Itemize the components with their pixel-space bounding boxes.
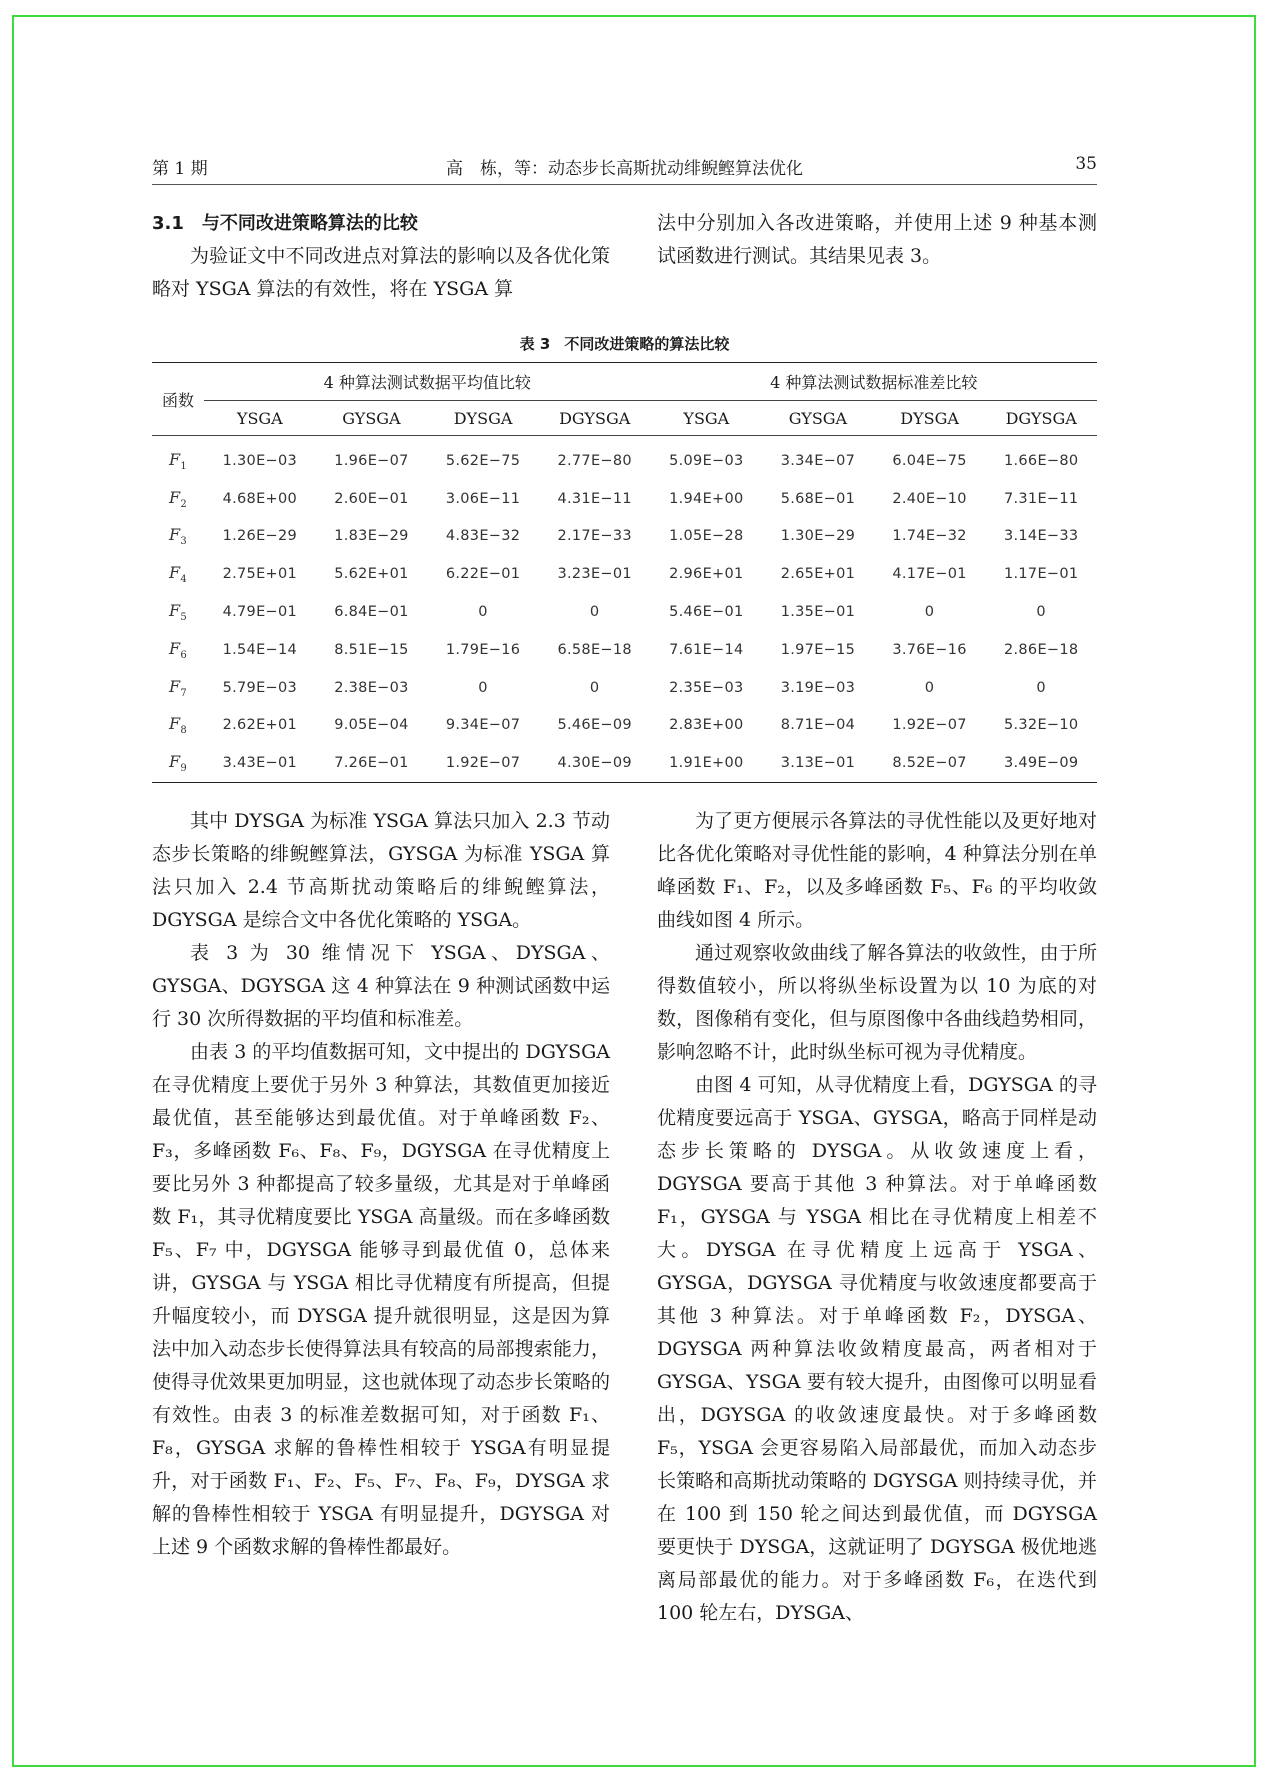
section-heading — [152, 207, 610, 240]
column-header: YSGA — [651, 401, 763, 436]
body-paragraph: 通过观察收敛曲线了解各算法的收敛性，由于所得数值较小，所以将纵坐标设置为以 10 为底的对数，图像稍有变化，但与原图像中各曲线趋势相同，影响忽略不计，此时纵坐标可视为寻优精度。 — [657, 942, 1097, 1063]
table-cell: 4.79E−01 — [222, 604, 298, 621]
column-header: DGYSGA — [985, 401, 1097, 436]
table-cell: 8.51E−15 — [334, 641, 409, 658]
page-number: 35 — [1075, 154, 1097, 174]
table-cell: 7.26E−01 — [316, 744, 428, 782]
table-cell: 9.34E−07 — [445, 717, 521, 734]
table-cell: 4.17E−01 — [892, 566, 967, 583]
table-cell: 3.13E−01 — [762, 744, 874, 782]
table-cell: 0 — [478, 679, 488, 696]
table-cell: 0 — [924, 679, 935, 696]
table-cell: 6.22E−01 — [445, 566, 521, 583]
table-cell: 4.68E+00 — [222, 490, 298, 507]
table-cell: 4.83E−32 — [445, 528, 521, 545]
table-cell: 3.06E−11 — [445, 490, 521, 507]
table-cell: 0 — [478, 604, 488, 621]
section-intro-paragraph: 为验证文中不同改进点对算法的影响以及各优化策略对 YSGA 算法的有效性，将在 YSGA 算 — [152, 245, 610, 300]
article-title-header: 高 栋，等：动态步长高斯扰动绯鲵鲣算法优化 — [446, 159, 803, 179]
table-cell: 1.91E+00 — [651, 744, 763, 782]
top-right-column — [657, 207, 1097, 273]
issue-label: 第 1 期 — [152, 159, 208, 179]
table-cell: 3.14E−33 — [1003, 528, 1079, 545]
table-cell: 2.38E−03 — [334, 679, 409, 696]
table-cell: 3.76E−16 — [892, 641, 967, 658]
table-cell: 5.09E−03 — [669, 452, 744, 469]
body-paragraph: 表 3 为 30 维情况下 YSGA、DYSGA、GYSGA、DGYSGA 这 4 种算法在 9 种测试函数中运行 30 次所得数据的平均值和标准差。 — [152, 942, 610, 1030]
running-head — [152, 154, 1097, 184]
results-table — [152, 362, 1097, 783]
table-row — [152, 593, 1097, 631]
table-cell: 2.60E−01 — [334, 490, 409, 507]
table-cell: 4.30E−09 — [539, 744, 651, 782]
table-cell: 3.34E−07 — [780, 452, 856, 469]
table-cell: 2.17E−33 — [557, 528, 632, 545]
table-row — [152, 480, 1097, 518]
table-cell: 5.79E−03 — [222, 679, 298, 696]
table-cell: 8.52E−07 — [874, 744, 986, 782]
table-cell: 5.46E−09 — [557, 717, 632, 734]
function-label: $F_4$ — [168, 563, 188, 586]
table-cell: 1.96E−07 — [334, 452, 409, 469]
table-cell: 0 — [1036, 604, 1046, 621]
table-cell: 1.79E−16 — [445, 641, 521, 658]
table-cell: 1.83E−29 — [334, 528, 409, 545]
table-cell: 1.35E−01 — [780, 604, 856, 621]
table-cell: 2.96E+01 — [669, 566, 744, 583]
body-paragraph: 由图 4 可知，从寻优精度上看，DGYSGA 的寻优精度要远高于 YSGA、GYSGA，略高于同样是动态步长策略的 DYSGA。从收敛速度上看，DGYSGA 要高于其他 3 种算法。对于单峰函数 F₁，GYSGA 与 YSGA 相比在寻优精度上相差不大。DYSGA 在寻优精度上远高于 YSGA、GYSGA，DGYSGA 寻优精度与收敛速度都要高于其他 3 种算法。对于单峰函数 F₂，DYSGA、DGYSGA 两种算法收敛精度最高，两者相对于 GYSGA、YSGA 要有较大提升，由图像可以明显看出，DGYSGA 的收敛速度最快。对于多峰函数 F₅，YSGA 会更容易陷入局部最优，而加入动态步长策略和高斯扰动策略的 DGYSGA 则持续寻优，并在 100 到 150 轮之间达到最优值，而 DGYSGA 要更快于 DYSGA，这就证明了 DGYSGA 极优地逃离局部最优的能力。对于多峰函数 F₆，在迭代到 100 轮左右，DYSGA、 — [657, 1074, 1097, 1624]
table-cell: 6.04E−75 — [892, 452, 967, 469]
function-label: $F_3$ — [168, 525, 188, 548]
table-cell: 8.71E−04 — [780, 717, 856, 734]
table-cell: 9.05E−04 — [334, 717, 409, 734]
header-rule — [152, 184, 1097, 185]
table-cell: 5.62E+01 — [334, 566, 409, 583]
body-paragraph: 为了更方便展示各算法的寻优性能以及更好地对比各优化策略对寻优性能的影响，4 种算法分别在单峰函数 F₁、F₂，以及多峰函数 F₅、F₆ 的平均收敛曲线如图 4 所示。 — [657, 810, 1097, 931]
table-cell: 2.75E+01 — [222, 566, 298, 583]
std-group-header: 4 种算法测试数据标准差比较 — [651, 363, 1098, 401]
table-cell: 3.43E−01 — [204, 744, 316, 782]
column-header: DYSGA — [874, 401, 986, 436]
table-cell: 5.68E−01 — [780, 490, 856, 507]
table-cell: 1.30E−03 — [222, 452, 298, 469]
table-row — [152, 707, 1097, 745]
column-header: DYSGA — [427, 401, 539, 436]
table-cell: 1.94E+00 — [669, 490, 744, 507]
table-cell: 5.62E−75 — [445, 452, 521, 469]
table-cell: 3.19E−03 — [780, 679, 856, 696]
table-cell: 3.49E−09 — [985, 744, 1097, 782]
table-cell: 1.54E−14 — [222, 641, 298, 658]
table-number: 表 3 — [519, 335, 551, 353]
top-left-column — [152, 207, 610, 306]
table-cell: 2.77E−80 — [557, 452, 632, 469]
column-header: DGYSGA — [539, 401, 651, 436]
table-cell: 0 — [589, 679, 600, 696]
table-cell: 2.40E−10 — [892, 490, 967, 507]
table-cell: 2.35E−03 — [669, 679, 744, 696]
table-cell: 5.32E−10 — [1003, 717, 1079, 734]
column-header: GYSGA — [762, 401, 874, 436]
table-cell: 1.26E−29 — [222, 528, 298, 545]
table-cell: 6.84E−01 — [334, 604, 409, 621]
row-header: 函数 — [152, 363, 204, 436]
table-cell: 1.92E−07 — [427, 744, 539, 782]
table-cell: 1.17E−01 — [1003, 566, 1079, 583]
table-row — [152, 669, 1097, 707]
table-cell: 2.65E+01 — [780, 566, 856, 583]
table-row — [152, 436, 1097, 480]
function-label: $F_2$ — [168, 487, 188, 510]
body-paragraph: 其中 DYSGA 为标准 YSGA 算法只加入 2.3 节动态步长策略的绯鲵鲣算法，GYSGA 为标准 YSGA 算法只加入 2.4 节高斯扰动策略后的绯鲵鲣算法，DGYSGA 是综合文中各优化策略的 YSGA。 — [152, 810, 610, 931]
table-row — [152, 631, 1097, 669]
table-cell: 1.66E−80 — [1003, 452, 1079, 469]
table-caption — [152, 333, 1097, 354]
table-cell: 0 — [1036, 679, 1046, 696]
section-intro-continuation: 法中分别加入各改进策略，并使用上述 9 种基本测试函数进行测试。其结果见表 3。 — [657, 212, 1097, 267]
function-label: $F_1$ — [168, 449, 188, 472]
table-cell: 7.61E−14 — [669, 641, 744, 658]
table-cell: 2.62E+01 — [222, 717, 298, 734]
function-label: $F_6$ — [168, 638, 188, 661]
table-cell: 5.46E−01 — [669, 604, 744, 621]
column-header: YSGA — [204, 401, 316, 436]
mean-group-header: 4 种算法测试数据平均值比较 — [204, 363, 651, 401]
table-cell: 2.86E−18 — [1003, 641, 1079, 658]
table-cell: 4.31E−11 — [557, 490, 632, 507]
table-row — [152, 555, 1097, 593]
section-number: 3.1 — [152, 213, 184, 234]
table-cell: 0 — [589, 604, 600, 621]
table-title: 不同改进策略的算法比较 — [564, 335, 730, 353]
table-cell: 1.74E−32 — [892, 528, 967, 545]
table-cell: 1.97E−15 — [780, 641, 856, 658]
function-label: $F_8$ — [168, 714, 188, 737]
function-label: $F_7$ — [168, 676, 188, 699]
table-cell: 3.23E−01 — [557, 566, 632, 583]
table-cell: 1.92E−07 — [892, 717, 967, 734]
table-cell: 6.58E−18 — [557, 641, 632, 658]
table-row — [152, 744, 1097, 782]
bottom-right-column — [657, 805, 1097, 1630]
body-paragraph: 由表 3 的平均值数据可知，文中提出的 DGYSGA 在寻优精度上要优于另外 3 种算法，其数值更加接近最优值，甚至能够达到最优值。对于单峰函数 F₂、F₃，多峰函数 F₆、F₈、F₉，DGYSGA 在寻优精度上要比另外 3 种都提高了较多量级，尤其是对于单峰函数 F₁，其寻优精度要比 YSGA 高量级。而在多峰函数 F₅、F₇ 中，DGYSGA 能够寻到最优值 0，总体来讲，GYSGA 与 YSGA 相比寻优精度有所提高，但提升幅度较小，而 DYSGA 提升就很明显，这是因为算法中加入动态步长使得算法具有较高的局部搜索能力，使得寻优效果更加明显，这也就体现了动态步长策略的有效性。由表 3 的标准差数据可知，对于函数 F₁、F₈，GYSGA 求解的鲁棒性相较于 YSGA有明显提升，对于函数 F₁、F₂、F₅、F₇、F₈、F₉，DYSGA 求解的鲁棒性相较于 YSGA 有明显提升，DGYSGA 对上述 9 个函数求解的鲁棒性都最好。 — [152, 1041, 610, 1558]
table-cell: 2.83E+00 — [669, 717, 744, 734]
bottom-left-column — [152, 805, 610, 1564]
function-label: $F_5$ — [168, 600, 188, 624]
function-label: $F_9$ — [152, 744, 204, 782]
table-cell: 7.31E−11 — [1003, 490, 1079, 507]
table-row — [152, 518, 1097, 556]
column-header: GYSGA — [316, 401, 428, 436]
table-cell: 1.30E−29 — [780, 528, 856, 545]
table-cell: 0 — [924, 604, 935, 621]
table-cell: 1.05E−28 — [669, 528, 744, 545]
section-title: 与不同改进策略算法的比较 — [201, 213, 418, 234]
